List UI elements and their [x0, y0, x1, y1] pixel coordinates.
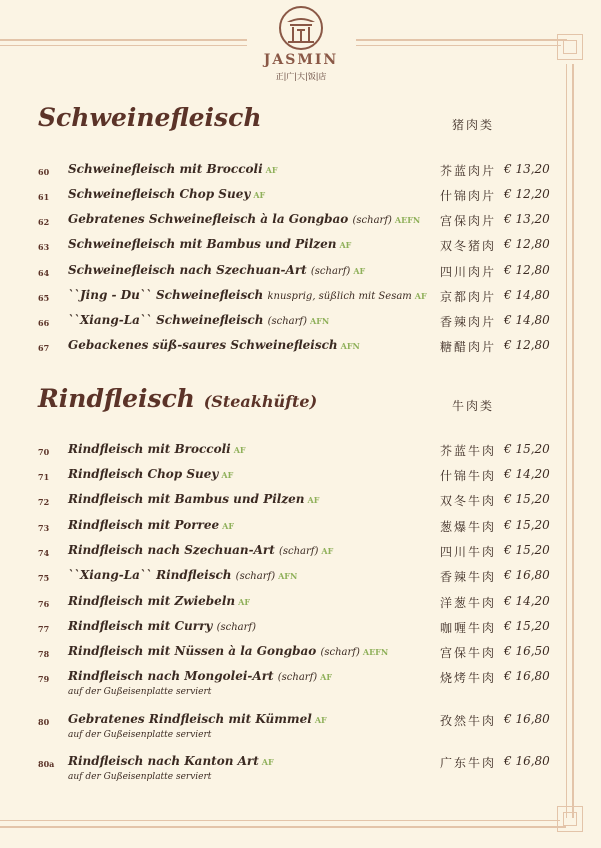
item-chinese-name: 京都肉片 — [440, 290, 497, 304]
item-note: (scharf) — [310, 266, 351, 277]
item-name-text: ``Xiang-La`` Rindfleisch — [68, 568, 232, 582]
item-number: 60 — [38, 167, 50, 177]
allergen-code: AF — [261, 757, 274, 767]
item-name — [68, 212, 420, 226]
item-price: € 16,80 — [504, 712, 550, 726]
item-name — [68, 543, 333, 557]
item-number: 73 — [38, 523, 50, 533]
item-name — [68, 263, 365, 277]
item-number: 67 — [38, 343, 50, 353]
item-name — [68, 518, 234, 532]
section-title-text: Rindfleisch — [38, 384, 195, 413]
frame-inner-bottom — [0, 820, 560, 821]
section-title-beef — [38, 384, 317, 413]
menu-item — [0, 262, 601, 287]
frame-inner-top-right — [356, 45, 561, 46]
item-name-text: Gebratenes Schweinefleisch à la Gongbao — [68, 212, 349, 226]
menu-item — [0, 711, 601, 740]
item-number: 64 — [38, 268, 50, 278]
item-name-text: Schweinefleisch mit Bambus und Pilzen — [68, 237, 337, 251]
menu-item — [0, 542, 601, 567]
item-note: (scharf) — [267, 316, 308, 327]
item-name-text: Gebratenes Rindfleisch mit Kümmel — [68, 712, 312, 726]
item-number: 78 — [38, 649, 50, 659]
item-number: 71 — [38, 472, 50, 482]
item-number: 66 — [38, 318, 50, 328]
item-number: 61 — [38, 192, 50, 202]
item-note: (scharf) — [235, 571, 276, 582]
menu-item — [0, 211, 601, 236]
item-price: € 13,20 — [504, 212, 550, 226]
item-chinese-name: 双冬牛肉 — [440, 494, 497, 508]
item-name-text: Rindfleisch mit Porree — [68, 518, 220, 532]
item-price: € 16,80 — [504, 754, 550, 768]
item-name-text: Schweinefleisch Chop Suey — [68, 187, 251, 201]
menu-item — [0, 287, 601, 312]
allergen-code: AF — [314, 715, 327, 725]
item-name — [68, 492, 319, 506]
menu-item — [0, 567, 601, 592]
item-chinese-name: 洋葱牛肉 — [440, 596, 497, 610]
item-name — [68, 467, 233, 481]
item-name — [68, 237, 351, 251]
item-price: € 16,80 — [504, 568, 550, 582]
item-number: 75 — [38, 573, 50, 583]
item-chinese-name: 芥蓝牛肉 — [440, 444, 497, 458]
item-chinese-name: 宫保肉片 — [440, 214, 497, 228]
menu-item — [0, 593, 601, 618]
item-number: 79 — [38, 674, 50, 684]
allergen-code: AF — [353, 266, 366, 276]
item-price: € 15,20 — [504, 492, 550, 506]
item-name — [68, 712, 327, 726]
menu-item — [0, 312, 601, 337]
item-number: 70 — [38, 447, 50, 457]
item-chinese-name: 芥蓝肉片 — [440, 164, 497, 178]
item-name-text: Rindfleisch Chop Suey — [68, 467, 219, 481]
menu-item — [0, 517, 601, 542]
allergen-code: AF — [221, 470, 234, 480]
item-serving-note: auf der Gußeisenplatte serviert — [68, 772, 212, 782]
brand-name: JASMIN — [263, 52, 339, 68]
menu-item — [0, 753, 601, 782]
item-price: € 16,50 — [504, 644, 550, 658]
item-price: € 15,20 — [504, 543, 550, 557]
menu-item — [0, 186, 601, 211]
item-number: 76 — [38, 599, 50, 609]
item-chinese-name: 广东牛肉 — [440, 756, 497, 770]
allergen-code: AFN — [278, 571, 298, 581]
allergen-code: AF — [339, 240, 352, 250]
item-note: (scharf) — [278, 546, 319, 557]
item-number: 80a — [38, 759, 55, 769]
item-chinese-name: 双冬猪肉 — [440, 239, 497, 253]
item-number: 74 — [38, 548, 50, 558]
item-name — [68, 619, 256, 633]
item-price: € 14,20 — [504, 594, 550, 608]
allergen-code: AF — [320, 672, 333, 682]
item-note: (scharf) — [216, 622, 257, 633]
item-chinese-name: 香辣肉片 — [440, 315, 497, 329]
item-note: knusprig, süßlich mit Sesam — [267, 291, 412, 302]
allergen-code: AF — [265, 165, 278, 175]
item-price: € 16,80 — [504, 669, 550, 683]
frame-corner-bottom-right-inner — [563, 812, 577, 826]
item-price: € 12,80 — [504, 263, 550, 277]
item-note: (scharf) — [277, 672, 318, 683]
item-serving-note: auf der Gußeisenplatte serviert — [68, 687, 212, 697]
item-chinese-name: 什锦牛肉 — [440, 469, 497, 483]
item-note: (scharf) — [352, 215, 392, 226]
menu-item — [0, 466, 601, 491]
item-chinese-name: 宫保牛肉 — [440, 646, 497, 660]
item-number: 63 — [38, 242, 50, 252]
item-name-text: Rindfleisch nach Kanton Art — [68, 754, 259, 768]
item-name — [68, 669, 332, 683]
item-name-text: Rindfleisch nach Szechuan-Art — [68, 543, 275, 557]
item-chinese-name: 烧烤牛肉 — [440, 671, 497, 685]
item-name — [68, 162, 278, 176]
allergen-code: AF — [414, 291, 427, 301]
item-name-text: Rindfleisch mit Curry — [68, 619, 213, 633]
item-chinese-name: 孜然牛肉 — [440, 714, 497, 728]
item-name-text: Schweinefleisch nach Szechuan-Art — [68, 263, 307, 277]
allergen-code: AF — [307, 495, 320, 505]
item-name-text: ``Xiang-La`` Schweinefleisch — [68, 313, 264, 327]
restaurant-logo — [248, 5, 354, 87]
frame-bottom — [0, 826, 566, 828]
allergen-code: AFN — [310, 316, 330, 326]
menu-item — [0, 491, 601, 516]
menu-item — [0, 643, 601, 668]
item-name — [68, 442, 246, 456]
item-chinese-name: 四川肉片 — [440, 265, 497, 279]
menu-item — [0, 668, 601, 697]
pagoda-emblem-icon — [274, 5, 328, 51]
item-price: € 12,80 — [504, 338, 550, 352]
item-name — [68, 754, 274, 768]
item-price: € 14,80 — [504, 288, 550, 302]
item-name — [68, 644, 388, 658]
item-name — [68, 338, 360, 352]
menu-item — [0, 236, 601, 261]
item-name — [68, 288, 427, 302]
item-price: € 14,20 — [504, 467, 550, 481]
section-title-pork-chinese: 猪肉类 — [452, 118, 495, 132]
section-title-text: Schweinefleisch — [38, 103, 262, 132]
frame-corner-top-right-inner — [563, 40, 577, 54]
item-name-text: Rindfleisch mit Zwiebeln — [68, 594, 236, 608]
item-price: € 14,80 — [504, 313, 550, 327]
brand-chinese-name: 正|广|大|饭|店 — [275, 72, 327, 81]
item-name-text: Gebackenes süß-saures Schweinefleisch — [68, 338, 338, 352]
item-price: € 15,20 — [504, 518, 550, 532]
section-subtitle: (Steakhüfte) — [203, 392, 318, 411]
item-name — [68, 313, 329, 327]
allergen-code: AF — [222, 521, 235, 531]
item-chinese-name: 糖醋肉片 — [440, 340, 497, 354]
item-number: 72 — [38, 497, 50, 507]
item-price: € 15,20 — [504, 442, 550, 456]
item-name — [68, 568, 297, 582]
item-note: (scharf) — [320, 647, 360, 658]
item-number: 80 — [38, 717, 50, 727]
item-serving-note: auf der Gußeisenplatte serviert — [68, 730, 212, 740]
item-name — [68, 594, 250, 608]
item-number: 65 — [38, 293, 50, 303]
frame-top-right — [356, 39, 567, 41]
section-title-beef-chinese: 牛肉类 — [452, 399, 495, 413]
item-name — [68, 187, 265, 201]
allergen-code: AF — [238, 597, 250, 607]
item-number: 62 — [38, 217, 50, 227]
allergen-code: AEFN — [362, 647, 389, 657]
item-number: 77 — [38, 624, 50, 634]
item-chinese-name: 四川牛肉 — [440, 545, 497, 559]
item-chinese-name: 香辣牛肉 — [440, 570, 497, 584]
item-price: € 15,20 — [504, 619, 550, 633]
allergen-code: AF — [233, 445, 246, 455]
item-price: € 13,20 — [504, 162, 550, 176]
item-chinese-name: 咖喱牛肉 — [440, 621, 497, 635]
menu-item — [0, 161, 601, 186]
item-name-text: Rindfleisch mit Broccoli — [68, 442, 231, 456]
item-chinese-name: 什锦肉片 — [440, 189, 497, 203]
item-price: € 12,80 — [504, 237, 550, 251]
item-name-text: Schweinefleisch mit Broccoli — [68, 162, 263, 176]
allergen-code: AFN — [340, 341, 360, 351]
item-price: € 12,20 — [504, 187, 550, 201]
menu-item — [0, 618, 601, 643]
frame-top-left — [0, 39, 247, 41]
item-name-text: ``Jing - Du`` Schweinefleisch — [68, 288, 264, 302]
item-name-text: Rindfleisch mit Nüssen à la Gongbao — [68, 644, 317, 658]
item-chinese-name: 葱爆牛肉 — [440, 520, 497, 534]
item-name-text: Rindfleisch mit Bambus und Pilzen — [68, 492, 305, 506]
frame-inner-top-left — [0, 45, 247, 46]
menu-item — [0, 337, 601, 362]
section-title-pork — [38, 103, 262, 132]
allergen-code: AEFN — [394, 215, 421, 225]
allergen-code: AF — [321, 546, 334, 556]
menu-item — [0, 441, 601, 466]
item-name-text: Rindfleisch nach Mongolei-Art — [68, 669, 274, 683]
allergen-code: AF — [253, 190, 266, 200]
